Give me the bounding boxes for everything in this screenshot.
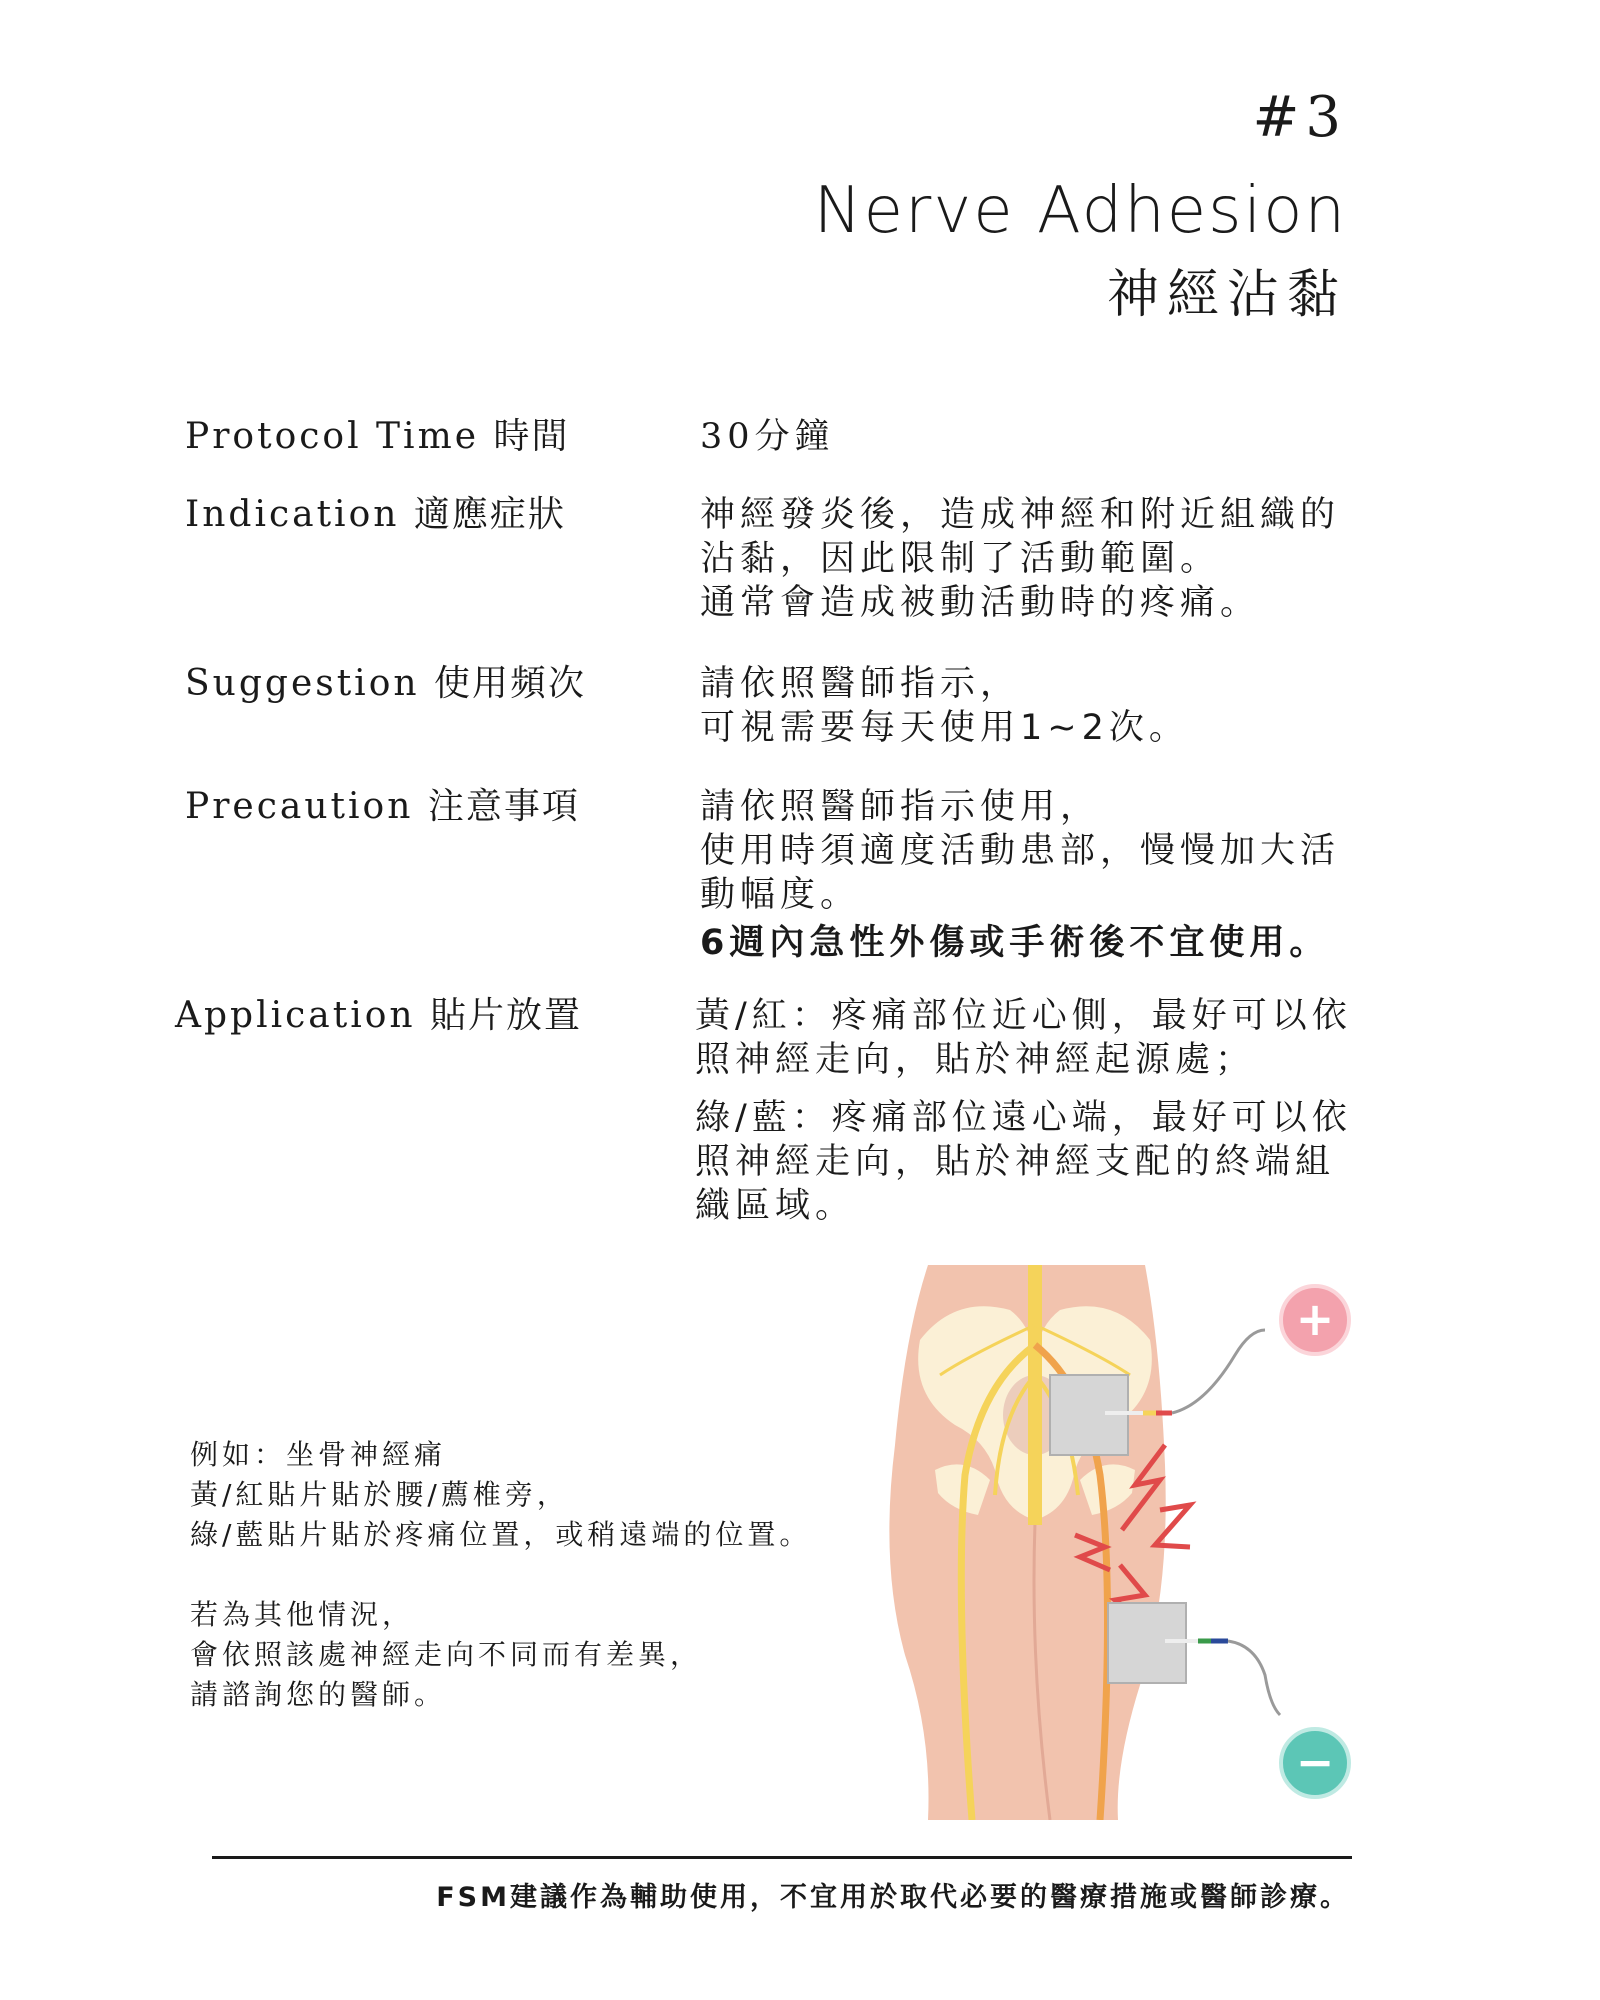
label-en: Indication bbox=[185, 494, 400, 535]
value-precaution bbox=[700, 785, 1380, 965]
value-protocol-time: 30分鐘 bbox=[700, 417, 835, 457]
label-zh: 使用頻次 bbox=[434, 663, 587, 704]
label-zh: 貼片放置 bbox=[430, 995, 583, 1036]
text-line: 神經發炎後，造成神經和附近組織的 bbox=[700, 495, 1341, 535]
label-en: Protocol Time bbox=[185, 416, 480, 457]
plus-symbol: + bbox=[1295, 1292, 1335, 1346]
label-indication bbox=[185, 493, 566, 537]
text-line: 綠/藍貼片貼於疼痛位置，或稍遠端的位置。 bbox=[190, 1518, 812, 1551]
plus-icon bbox=[1281, 1286, 1349, 1354]
text-line: 織區域。 bbox=[695, 1186, 856, 1226]
footer-divider bbox=[212, 1856, 1352, 1859]
label-zh: 適應症狀 bbox=[413, 494, 566, 535]
text-line: 若為其他情況， bbox=[190, 1598, 415, 1631]
label-en: Application bbox=[175, 995, 416, 1036]
example-note bbox=[190, 1435, 811, 1715]
title-english: Nerve Adhesion bbox=[813, 174, 1347, 248]
warning-line: 6週內急性外傷或手術後不宜使用。 bbox=[700, 923, 1330, 963]
text-line: 綠/藍：疼痛部位遠心端，最好可以依 bbox=[695, 1098, 1352, 1138]
label-zh: 時間 bbox=[493, 416, 570, 457]
text-line: 可視需要每天使用1~2次。 bbox=[700, 708, 1189, 748]
text-line: 動幅度。 bbox=[700, 875, 861, 915]
label-en: Suggestion bbox=[185, 663, 420, 704]
page-header bbox=[814, 80, 1347, 330]
minus-symbol: − bbox=[1295, 1735, 1335, 1789]
text-line: 沾黏，因此限制了活動範圍。 bbox=[700, 539, 1221, 579]
value-application bbox=[695, 994, 1395, 1228]
spacer bbox=[190, 1555, 811, 1595]
minus-icon bbox=[1281, 1729, 1349, 1797]
text-line: 請依照醫師指示， bbox=[700, 664, 1021, 704]
label-application bbox=[175, 994, 582, 1038]
text-line: 黃/紅貼片貼於腰/薦椎旁， bbox=[190, 1478, 569, 1511]
text-line: 照神經走向，貼於神經起源處； bbox=[695, 1040, 1256, 1080]
text-line: 通常會造成被動活動時的疼痛。 bbox=[700, 583, 1261, 623]
text-line: 例如：坐骨神經痛 bbox=[190, 1438, 447, 1471]
footer-disclaimer: FSM建議作為輔助使用，不宜用於取代必要的醫療措施或醫師診療。 bbox=[436, 1882, 1350, 1913]
label-protocol-time bbox=[185, 415, 569, 459]
text-line: 使用時須適度活動患部，慢慢加大活 bbox=[700, 831, 1341, 871]
text-line: 請依照醫師指示使用， bbox=[700, 787, 1101, 827]
text-line: 請諮詢您的醫師。 bbox=[190, 1678, 447, 1711]
title-chinese: 神經沾黏 bbox=[1106, 265, 1347, 325]
label-en: Precaution bbox=[185, 786, 414, 827]
text-line: 黃/紅：疼痛部位近心側，最好可以依 bbox=[695, 996, 1352, 1036]
text-line: 會依照該處神經走向不同而有差異， bbox=[190, 1638, 703, 1671]
value-indication bbox=[700, 493, 1380, 625]
protocol-number: #3 bbox=[1252, 85, 1347, 150]
value-suggestion bbox=[700, 662, 1380, 750]
label-zh: 注意事項 bbox=[427, 786, 580, 827]
text-line: 照神經走向，貼於神經支配的終端組 bbox=[695, 1142, 1336, 1182]
sciatica-illustration bbox=[860, 1265, 1460, 1825]
label-suggestion bbox=[185, 662, 586, 706]
label-precaution bbox=[185, 785, 580, 829]
